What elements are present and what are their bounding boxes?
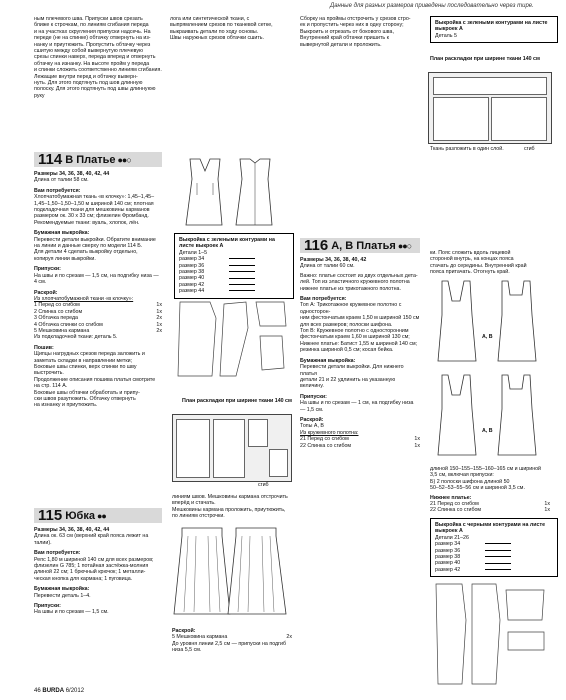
text-line: на изнанку и приутюжить. — [34, 402, 98, 409]
fold-label: сгиб — [524, 146, 535, 152]
size-line-sample — [229, 284, 255, 285]
text-line: Б) 2 полоски шифона длиной 50 — [430, 478, 510, 485]
text-line: Важно: платье состоит из двух отдельных дета- — [300, 272, 418, 279]
cut-item-label: 22 Спинка со сгибом — [300, 442, 352, 449]
text-line: выстрочить. — [34, 370, 64, 377]
length: Длина ок. 63 см (верхний край пояса лежит на талии). — [34, 533, 149, 546]
pattern-heading: Бумажная выкройка: — [34, 586, 90, 593]
size-label: размер 42 — [179, 281, 205, 288]
text-line: ным плечевого шва. Припуски швов срезать — [34, 16, 143, 22]
sizes: Размеры 34, 36, 38, 40, 42, 44 — [34, 527, 110, 533]
col4-text — [430, 250, 550, 276]
cut-item-label: 2 Спинка со сгибом — [34, 308, 83, 315]
legend-title: Выкройка с зелеными контурами на листе выкроек А — [179, 237, 275, 250]
model-116-sketches — [430, 275, 550, 465]
fabric-layout-114 — [172, 414, 292, 482]
text-line: Перевести детали выкройки. Для нижнего платья — [300, 364, 404, 377]
size-line-sample — [229, 258, 255, 259]
cut-item-label: 1 Перед со сгибом — [34, 302, 80, 309]
cut-item-label: 5 Мешковина кармана — [34, 327, 90, 334]
need-list — [34, 194, 162, 226]
difficulty-icon: ●● — [96, 510, 106, 521]
need-heading: Вам потребуется: — [300, 296, 347, 303]
cut-item-qty: 2x — [156, 315, 162, 322]
model-116-text — [300, 257, 420, 449]
layout-piece — [213, 419, 245, 478]
text-line: Репс 1,80 м шириной 140 см для всех размеров; — [34, 556, 154, 563]
text-line: Выкроить и отрезать от бокового шва, — [300, 28, 394, 35]
intro — [300, 273, 420, 292]
text-line: Швы наружных срезов обтачки сшить. — [170, 35, 265, 42]
pattern-list — [300, 364, 420, 390]
allow-text: На швы и по срезам — 1,5 см, на подгибку низа — 4 см. — [34, 272, 159, 286]
text-line: пояса притачать. Отогнуть край. — [430, 269, 510, 276]
legend-title: Выкройка с зелеными контурами на листе выкроек А — [435, 20, 548, 33]
length: Длина от талии 60 см. — [300, 263, 355, 270]
pattern-legend-1 — [174, 233, 294, 299]
text-line: нанку и приутюжить. Пропустить обтачку через — [34, 41, 151, 48]
difficulty-icon: ●●○ — [397, 240, 412, 251]
sizes: Размеры 34, 36, 38, 40, 42 — [300, 257, 367, 263]
text-line: нуть. Для этого подтянуть под шов длинную — [34, 80, 143, 87]
page-header-note: Данные для разных размеров приведены последовательно через тире. — [330, 3, 534, 9]
dress-front-sketch — [186, 159, 222, 225]
layout-piece — [248, 419, 268, 447]
size-label: размер 42 — [435, 566, 461, 573]
text-line: линиям швов. Мешковины кармана отстрочить — [172, 494, 288, 500]
model-115-header — [34, 508, 162, 523]
col1-top-text — [34, 16, 162, 99]
cut-item-qty: 1x — [156, 308, 162, 315]
cut-subheading-2: Из кружевного полотна: — [300, 429, 359, 436]
size-line-sample — [485, 543, 511, 544]
layout-piece — [491, 97, 547, 141]
pattern-piece-back — [220, 302, 248, 376]
text-line: переде (не на спинке) обтачку отвернуть на из- — [34, 35, 151, 42]
text-line: выкраивать детали по ходу основы. — [170, 28, 259, 35]
text-line: лей. Топ из эластичного кружевного полотна — [300, 279, 410, 286]
layout-piece — [176, 419, 210, 478]
magazine-name: BURDA — [42, 688, 65, 694]
page-footer — [34, 688, 84, 694]
pattern-piece-23 — [506, 590, 544, 620]
text-line: размером ок. 30 х 33 см; флизелин Фромбанд. — [34, 213, 149, 220]
text-line: ческая кнопка для кармана; 1 пуговица. — [34, 575, 133, 582]
col4-dims — [430, 466, 550, 514]
text-line: на линии и данные сверху по модели 114 Б. — [34, 243, 143, 250]
text-line: стачать до середины. Внутренний край — [430, 262, 527, 269]
text-line: вывернутой детали и проложить. — [300, 41, 382, 48]
model-115-text — [34, 527, 162, 616]
text-line: Для детали 4 сделать выкройку отдельно, — [34, 249, 138, 256]
text-line: заметать складки в направлении метки; — [34, 357, 133, 364]
sew-list — [34, 351, 162, 409]
allow-text: На швы и по срезам — 1 см, на подгибку низа — 1,5 см. — [300, 400, 414, 413]
text-line: ек и пропустить через них в одну сторону; — [300, 22, 404, 29]
size-line-sample — [485, 556, 511, 557]
text-line: Щипцы нагрудных срезов переда заложить и — [34, 351, 145, 358]
cut-subheading: Топы А, В — [300, 423, 324, 430]
col3-top-text — [300, 16, 420, 48]
text-line: вперёд и стачать. — [172, 500, 216, 507]
length: Длина от талии 58 см. — [34, 177, 89, 184]
text-line: Хлопчатобумажная ткань «в клочку»: 1,45–1,45– — [34, 194, 155, 201]
text-line: на стр. 114 А. — [34, 383, 68, 390]
text-line: копируя линии выкройки. — [34, 255, 96, 262]
size-line-sample — [485, 563, 511, 564]
text-line: Топ А: Трикотажное кружевное полотно с односторон- — [300, 302, 402, 315]
fold-label: сгиб — [258, 482, 269, 488]
pattern-piece-facing — [256, 302, 286, 326]
text-line: Нижнее платье: Батист 1,55 м шириной 140 см; — [300, 340, 418, 347]
text-line: длиной 150–155–155–160–165 см и шириной — [430, 466, 542, 472]
sketch-label-a: А, В — [482, 334, 493, 340]
text-line: Рекомендуемые ткани: вуаль, хлопок, лён. — [34, 219, 140, 226]
col2-mid-text — [172, 494, 292, 520]
text-line: 1,45–1,50–1,50–1,50 м шириной 140 см; плотная — [34, 200, 154, 207]
sizes: Размеры 34, 36, 38, 40, 42, 44 — [34, 171, 110, 177]
legend-details: Деталь 5 — [435, 32, 457, 39]
cut-item-qty: 2x — [286, 634, 292, 641]
layout-piece — [433, 97, 489, 141]
allow-heading: Припуски: — [34, 266, 61, 273]
pattern-legend-3 — [430, 16, 558, 43]
text-line: Лежащие внутри перед и обтачку выверн- — [34, 73, 138, 80]
text-line: ним фестончатым краем 1,50 м шириной 150 см — [300, 315, 420, 322]
col3-body-text — [300, 60, 420, 230]
cut-item-label: 22 Спинка со сгибом — [430, 507, 482, 514]
pattern-piece-22 — [472, 584, 500, 684]
legend-details: Детали 21–26 — [435, 534, 469, 541]
cut-item-label: 3 Обтачка переда — [34, 315, 79, 322]
difficulty-icon: ●●○ — [117, 154, 131, 165]
model-114-header — [34, 152, 162, 167]
text-line: Сборку на проймы отстрочить у срезов стро- — [300, 16, 411, 22]
text-line: фестончатым краем 1,60 м шириной 130 см; — [300, 334, 410, 341]
model-number: 116 — [304, 237, 329, 254]
text-line: нижнее платье из трикотажного полотна. — [300, 285, 401, 292]
dress-b-back-sketch — [498, 375, 536, 455]
page-number: 46 — [34, 688, 41, 694]
skirt-front-sketch — [174, 528, 230, 614]
model-number: 115 — [38, 507, 63, 524]
size-label: размер 38 — [179, 269, 205, 276]
cut-item-qty: 1x — [156, 321, 162, 328]
text-line: выпрямлением срезов по тканевой сетке, — [170, 22, 273, 29]
cut-item-qty: 1x — [414, 436, 420, 443]
pattern-pieces-114 — [176, 298, 290, 380]
text-line: подкладочная ткани для мешковины карманов — [34, 207, 150, 214]
size-line-sample — [229, 265, 255, 266]
cut-item-label: 21 Перед со сгибом — [300, 436, 349, 443]
col2-cut — [172, 628, 292, 654]
size-line-sample — [485, 550, 511, 551]
size-line-sample — [229, 290, 255, 291]
model-title: А, В Платья — [331, 239, 396, 252]
cut-item-qty: 1x — [544, 501, 550, 508]
size-lines — [435, 541, 553, 573]
pattern-heading: Бумажная выкройка: — [300, 357, 356, 364]
cut-list — [430, 501, 550, 514]
size-label: размер 36 — [179, 262, 205, 269]
size-line — [179, 288, 289, 294]
text-line: ближе к строчкам, по линиям сгибания переда — [34, 22, 149, 29]
cut-item-qty: 1x — [156, 302, 162, 309]
cut-item-label: 4 Обтачка спинки со сгибом — [34, 321, 103, 328]
text-line: Продолжение описания пошива платья смотрите — [34, 376, 156, 383]
size-line — [435, 567, 553, 573]
text-line: 50–52–53–55–56 см и шириной 3,5 см. — [430, 485, 525, 492]
text-line: ски швов разутюжить. Обтачку отвернуть — [34, 396, 136, 402]
text-line: ки. Пояс сложить вдоль лицевой — [430, 250, 511, 256]
cut-item-label: 21 Перед со сгибом — [430, 501, 479, 508]
dress-a-back-sketch — [498, 281, 536, 361]
layout-caption: Ткань разложить в один слой. — [430, 146, 504, 152]
fabric-layout-115 — [428, 72, 552, 144]
size-lines — [179, 256, 289, 294]
text-line: длиной 22 см; 1 брючный крючок; 1 металли- — [34, 569, 146, 576]
text-line: Боковые швы спинки, верх спинки по шву — [34, 363, 137, 370]
pattern-text: Перевести деталь 1–4. — [34, 592, 91, 599]
text-line: Боковые швы обтачки обработать и припу- — [34, 389, 140, 396]
need-list — [34, 557, 162, 583]
layout-piece — [269, 449, 288, 477]
pattern-piece-pocket — [260, 336, 284, 370]
text-line: по линиям отстрочки. — [172, 513, 225, 520]
model-115-sketches — [172, 522, 290, 622]
model-title: Юбка — [65, 509, 95, 522]
model-title: В Платье — [65, 153, 116, 166]
cut-list — [300, 436, 420, 449]
size-label: размер 44 — [179, 288, 205, 295]
cut-heading: Раскрой: — [172, 628, 196, 634]
cut-item-label: 5 Мешковина кармана — [172, 634, 228, 641]
pattern-piece-24 — [508, 632, 544, 650]
text-line: Внутренний край обтачки пришить к — [300, 35, 389, 42]
text-line: Топ В: Кружевное полотно с односторонним — [300, 328, 409, 335]
text-line: 3,5 см, включая припуски: — [430, 472, 494, 479]
cut-item — [300, 443, 420, 449]
model-114-text — [34, 171, 162, 409]
size-label: размер 34 — [435, 541, 461, 548]
need-heading: Вам потребуется: — [34, 550, 81, 557]
dress-back-sketch — [236, 159, 272, 225]
text-line: срезы спинки наверх, переда вперед и отвернуть — [34, 54, 156, 61]
size-label: размер 40 — [435, 560, 461, 567]
size-line-sample — [229, 271, 255, 272]
size-line-sample — [229, 278, 255, 279]
cut-heading: Раскрой: — [34, 289, 58, 296]
text-line: сшитую между собой вывернутую плечевую — [34, 48, 143, 55]
cut-item-qty: 1x — [414, 442, 420, 449]
legend-title: Выкройка с черными контурами на листе выкроек А — [435, 522, 546, 535]
cut-list — [34, 302, 162, 334]
cut-heading: Нижнее платье: — [430, 494, 472, 501]
size-label: размер 34 — [179, 256, 205, 263]
issue: 6/2012 — [65, 688, 85, 694]
cut-item-qty: 2x — [156, 327, 162, 334]
cut-note: До уровня линии 2,5 см — припуски на подгиб низа 5,5 см. — [172, 640, 287, 654]
dims-text — [430, 466, 550, 492]
pattern-pieces-116 — [432, 580, 550, 690]
dress-a-front-sketch — [438, 281, 476, 361]
text-line: резинка шириной 0,5 см; косая бейка. — [300, 347, 394, 354]
cut-item-qty: 1x — [544, 507, 550, 514]
cut-subheading: Из хлопчатобумажной ткани «в клочку»: — [34, 295, 134, 302]
text-line: Перевести детали выкройки. Обратите внимание — [34, 236, 156, 243]
text-line: и на участках скругления припуски надсечь. На — [34, 28, 151, 35]
allow-heading: Припуски: — [300, 393, 327, 400]
allow-text: На швы и по срезам — 1,5 см. — [34, 609, 109, 616]
sketch-label-b: А, В — [482, 428, 493, 434]
pattern-list — [34, 237, 162, 263]
text-line: для всех размеров; полоски шифона. — [300, 321, 393, 328]
allow-heading: Припуски: — [34, 603, 61, 610]
text-line: Мешковины кармана проложить, приутюжить, — [172, 506, 286, 513]
layout-piece — [433, 77, 547, 95]
pattern-piece-21 — [436, 584, 466, 684]
size-label: размер 40 — [179, 275, 205, 282]
cut-note: Из подкладочной ткани: деталь 5. — [34, 334, 118, 341]
size-label: размер 38 — [435, 554, 461, 561]
layout-title: План раскладки при ширине ткани 140 см — [182, 398, 292, 404]
skirt-back-sketch — [228, 528, 286, 614]
model-114-sketches — [172, 155, 290, 227]
dress-b-front-sketch — [438, 375, 476, 455]
model-116-header — [300, 238, 420, 253]
text-line: флизелин G 785; 1 потайная застёжка-молния — [34, 563, 149, 570]
pattern-heading: Бумажная выкройка: — [34, 230, 90, 237]
layout-title: План раскладки при ширине ткани 140 см — [430, 56, 540, 62]
need-heading: Вам потребуется: — [34, 187, 81, 194]
col2-top-text — [170, 16, 295, 42]
model-number: 114 — [38, 151, 63, 168]
text-line: стороной внутрь, на концах пояса — [430, 256, 514, 263]
pattern-piece-front — [178, 302, 216, 376]
text-line: полоску. Для этого подтянуть под швы длиннуюю руку — [34, 86, 156, 99]
text-line: и спинки сложить соответственно линиям сгибания. — [34, 67, 162, 74]
cut-item — [430, 507, 550, 513]
text-line: детали 21 и 22 удлинить на указанную величину. — [300, 376, 396, 390]
size-label: размер 36 — [435, 547, 461, 554]
pattern-legend-2 — [430, 518, 558, 577]
legend-details: Детали 1–5 — [179, 249, 208, 256]
text-line: лога или синтетической ткани, с — [170, 16, 250, 22]
sew-heading: Пошив: — [34, 344, 54, 351]
need-list — [300, 302, 420, 353]
text-line: обтачку на изнанку. На высоте пройм у переда — [34, 60, 150, 67]
cut-heading: Раскрой: — [300, 416, 324, 423]
size-line-sample — [485, 569, 511, 570]
